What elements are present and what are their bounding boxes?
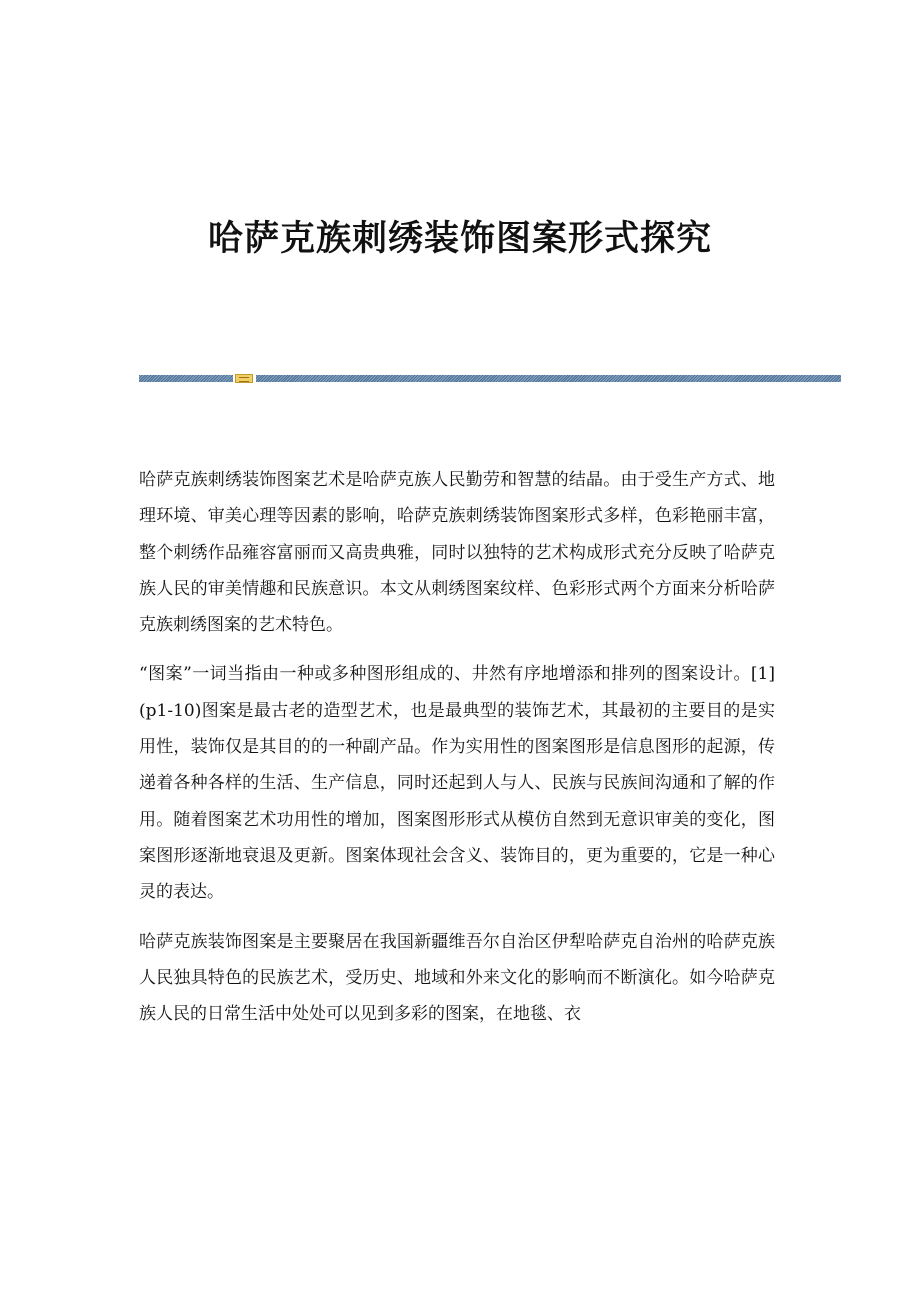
divider-bar-right: [256, 375, 841, 382]
paragraph-1: 哈萨克族刺绣装饰图案艺术是哈萨克族人民勤劳和智慧的结晶。由于受生产方式、地理环境、审美心理等因素的影响，哈萨克族刺绣装饰图案形式多样，色彩艳丽丰富，整个刺绣作品雍容富丽而又高贵典雅，同时以独特的艺术构成形式充分反映了哈萨克族人民的审美情趣和民族意识。本文从刺绣图案纹样、色彩形式两个方面来分析哈萨克族刺绣图案的艺术特色。: [139, 470, 775, 636]
document-body: [139, 462, 775, 1045]
paragraph-2: “图案”一词当指由一种或多种图形组成的、井然有序地增添和排列的图案设计。[1](p1-10)图案是最古老的造型艺术，也是最典型的装饰艺术，其最初的主要目的是实用性，装饰仅是其目的的一种副产品。作为实用性的图案图形是信息图形的起源，传递着各种各样的生活、生产信息，同时还起到人与人、民族与民族间沟通和了解的作用。随着图案艺术功用性的增加，图案图形形式从模仿自然到无意识审美的变化，图案图形逐渐地衰退及更新。图案体现社会含义、装饰目的，更为重要的，它是一种心灵的表达。: [139, 664, 775, 903]
title-divider: [139, 374, 841, 384]
document-title: 哈萨克族刺绣装饰图案形式探究: [207, 218, 712, 259]
paragraph-3: 哈萨克族装饰图案是主要聚居在我国新疆维吾尔自治区伊犁哈萨克自治州的哈萨克族人民独具特色的民族艺术，受历史、地域和外来文化的影响而不断演化。如今哈萨克族人民的日常生活中处处可以见到多彩的图案，在地毯、衣: [139, 931, 775, 1025]
divider-ornament-icon: [235, 374, 253, 383]
divider-bar-left: [139, 375, 233, 382]
